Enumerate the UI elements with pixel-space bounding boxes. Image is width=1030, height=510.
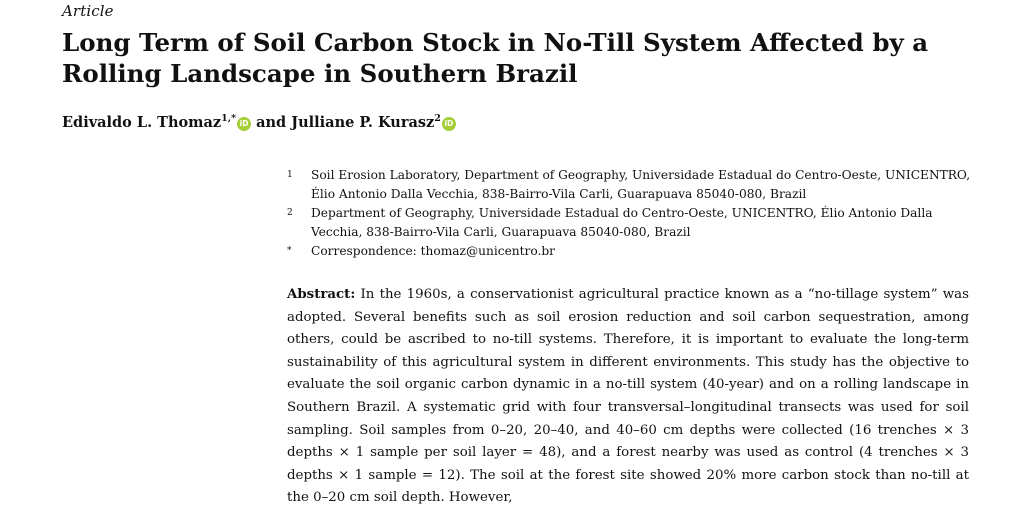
affiliation-list — [287, 166, 977, 261]
abstract-text: In the 1960s, a conservationist agricultural practice known as a “no-tillage system” was adopted. Several benefits such as soil erosion reduction and soil carbon sequestration, among others, could be ascribed to no-till systems. Therefore, it is important to evaluate the long-term sustainability of this agricultural system in different environments. This study has the objective to evaluate the soil organic carbon dynamic in a no-till system (40-year) and on a rolling landscape in Southern Brazil. A systematic grid with four transversal–longitudinal transects was used for soil sampling. Soil samples from 0–20, 20–40, and 40–60 cm depths were collected (16 trenches × 3 depths × 1 sample per soil layer = 48), and a forest nearby was used as control (4 trenches × 3 depths × 1 sample = 12). The soil at the forest site showed 20% more carbon stock than no-till at the 0–20 cm soil depth. However, — [287, 287, 969, 506]
author-affiliation-mark: 2 — [434, 113, 441, 124]
affiliation-item — [287, 166, 977, 204]
correspondence-mark: * — [287, 246, 292, 256]
affiliation-text: Department of Geography, Universidade Estadual do Centro-Oeste, UNICENTRO, Élio Antonio Dalla Vecchia, 838-Bairro-Vila Carli, Guarapuava 85040-080, Brazil — [311, 206, 933, 239]
author-name: Julliane P. Kurasz — [291, 114, 435, 131]
author-connector: and — [256, 114, 287, 131]
article-title: Long Term of Soil Carbon Stock in No-Till System Affected by a Rolling Landscape in Southern Brazil — [62, 28, 929, 88]
correspondence-item — [287, 242, 977, 261]
affiliation-mark: 1 — [287, 170, 293, 180]
affiliation-text: Soil Erosion Laboratory, Department of Geography, Universidade Estadual do Centro-Oeste, UNICENTRO, Élio Antonio Dalla Vecchia, 838-Bairro-Vila Carli, Guarapuava 85040-080, Brazil — [311, 168, 971, 201]
abstract-label: Abstract: — [287, 286, 356, 302]
orcid-icon[interactable]: iD — [237, 117, 251, 131]
article-type-label: Article — [62, 2, 114, 20]
orcid-icon[interactable]: iD — [442, 117, 456, 131]
author-affiliation-mark: 1,* — [221, 113, 237, 124]
author-name: Edivaldo L. Thomaz — [62, 114, 222, 131]
affiliation-item — [287, 204, 977, 242]
affiliation-mark: 2 — [287, 208, 293, 218]
correspondence-text: Correspondence: thomaz@unicentro.br — [311, 244, 555, 258]
abstract-paragraph — [287, 283, 969, 510]
author-list — [62, 113, 456, 131]
